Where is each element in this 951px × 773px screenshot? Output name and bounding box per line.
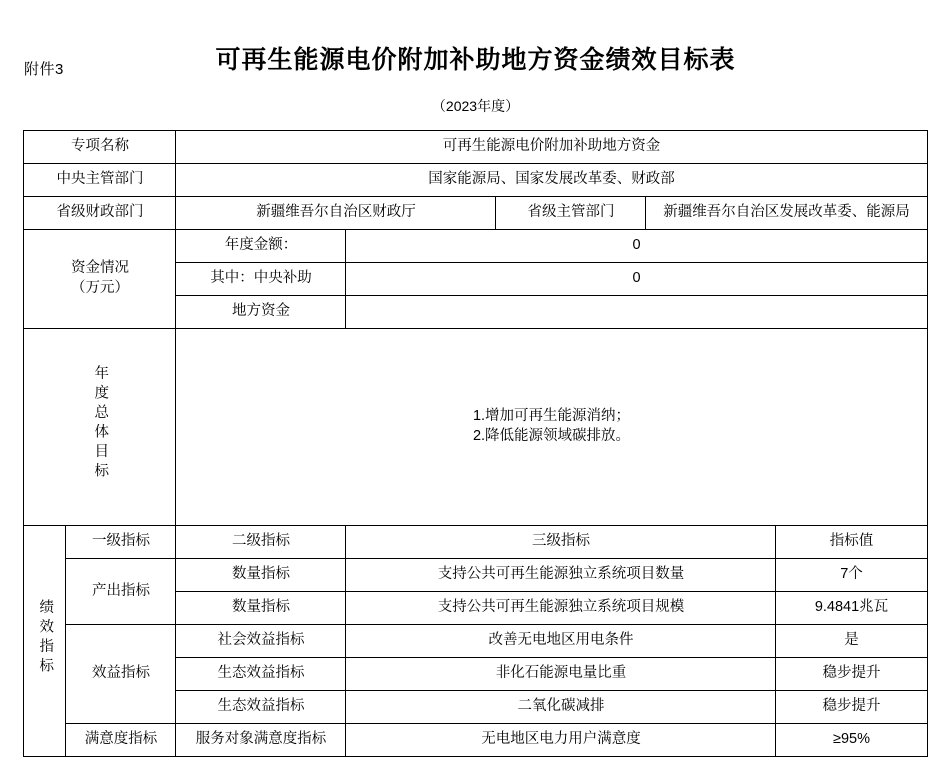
cell-value: 9.4841兆瓦 bbox=[776, 592, 927, 625]
cell-value: ≥95% bbox=[776, 724, 927, 757]
overall-goal-line-1: 1.增加可再生能源消纳； bbox=[472, 408, 631, 425]
performance-goal-table bbox=[23, 130, 927, 757]
program-name-label: 专项名称 bbox=[24, 131, 176, 164]
group-level1-0: 产出指标 bbox=[66, 559, 176, 625]
provincial-finance-label: 省级财政部门 bbox=[24, 197, 176, 230]
table-row bbox=[24, 230, 927, 263]
central-subsidy-value: 0 bbox=[346, 263, 927, 296]
table-row bbox=[24, 526, 927, 559]
table-row bbox=[24, 559, 927, 592]
cell-level2: 数量指标 bbox=[176, 559, 346, 592]
program-name-value: 可再生能源电价附加补助地方资金 bbox=[176, 131, 927, 164]
cell-level3: 支持公共可再生能源独立系统项目规模 bbox=[346, 592, 776, 625]
funds-label-line2: （万元） bbox=[70, 280, 129, 296]
header-level3: 三级指标 bbox=[346, 526, 776, 559]
local-funds-label: 地方资金 bbox=[176, 296, 346, 329]
cell-value: 7个 bbox=[776, 559, 927, 592]
cell-value: 稳步提升 bbox=[776, 658, 927, 691]
group-level1-1: 效益指标 bbox=[66, 625, 176, 724]
performance-label bbox=[24, 526, 66, 757]
central-dept-value: 国家能源局、国家发展改革委、财政部 bbox=[176, 164, 927, 197]
attachment-label: 附件3 bbox=[24, 61, 64, 78]
table-row bbox=[24, 197, 927, 230]
provincial-dept-label: 省级主管部门 bbox=[496, 197, 646, 230]
cell-level3: 二氧化碳减排 bbox=[346, 691, 776, 724]
table-row bbox=[24, 724, 927, 757]
central-dept-label: 中央主管部门 bbox=[24, 164, 176, 197]
group-level1-2: 满意度指标 bbox=[66, 724, 176, 757]
table-row bbox=[24, 329, 927, 526]
table-row bbox=[24, 131, 927, 164]
cell-level3: 非化石能源电量比重 bbox=[346, 658, 776, 691]
cell-level3: 支持公共可再生能源独立系统项目数量 bbox=[346, 559, 776, 592]
provincial-dept-value: 新疆维吾尔自治区发展改革委、能源局 bbox=[646, 197, 927, 230]
cell-level2: 生态效益指标 bbox=[176, 658, 346, 691]
overall-goal-label bbox=[24, 329, 176, 526]
header-value: 指标值 bbox=[776, 526, 927, 559]
cell-value: 是 bbox=[776, 625, 927, 658]
overall-goal-label-text: 年度总体目标 bbox=[92, 365, 109, 483]
cell-level3: 无电地区电力用户满意度 bbox=[346, 724, 776, 757]
central-subsidy-label: 其中：中央补助 bbox=[176, 263, 346, 296]
cell-level2: 数量指标 bbox=[176, 592, 346, 625]
cell-level2: 生态效益指标 bbox=[176, 691, 346, 724]
cell-level2: 服务对象满意度指标 bbox=[176, 724, 346, 757]
header-level1: 一级指标 bbox=[66, 526, 176, 559]
cell-level2: 社会效益指标 bbox=[176, 625, 346, 658]
annual-amount-value: 0 bbox=[346, 230, 927, 263]
local-funds-value bbox=[346, 296, 927, 329]
table-row bbox=[24, 164, 927, 197]
overall-goal-content bbox=[176, 329, 927, 526]
table-row bbox=[24, 625, 927, 658]
annual-amount-label: 年度金额： bbox=[176, 230, 346, 263]
performance-label-text: 绩效指标 bbox=[37, 598, 54, 677]
funds-label-line1: 资金情况 bbox=[70, 260, 129, 277]
funds-label bbox=[24, 230, 176, 329]
page-title: 可再生能源电价附加补助地方资金绩效目标表 bbox=[215, 47, 736, 74]
cell-level3: 改善无电地区用电条件 bbox=[346, 625, 776, 658]
page-subtitle: （2023年度） bbox=[431, 98, 520, 114]
provincial-finance-value: 新疆维吾尔自治区财政厅 bbox=[176, 197, 496, 230]
cell-value: 稳步提升 bbox=[776, 691, 927, 724]
header-level2: 二级指标 bbox=[176, 526, 346, 559]
overall-goal-line-2: 2.降低能源领域碳排放。 bbox=[472, 428, 631, 444]
